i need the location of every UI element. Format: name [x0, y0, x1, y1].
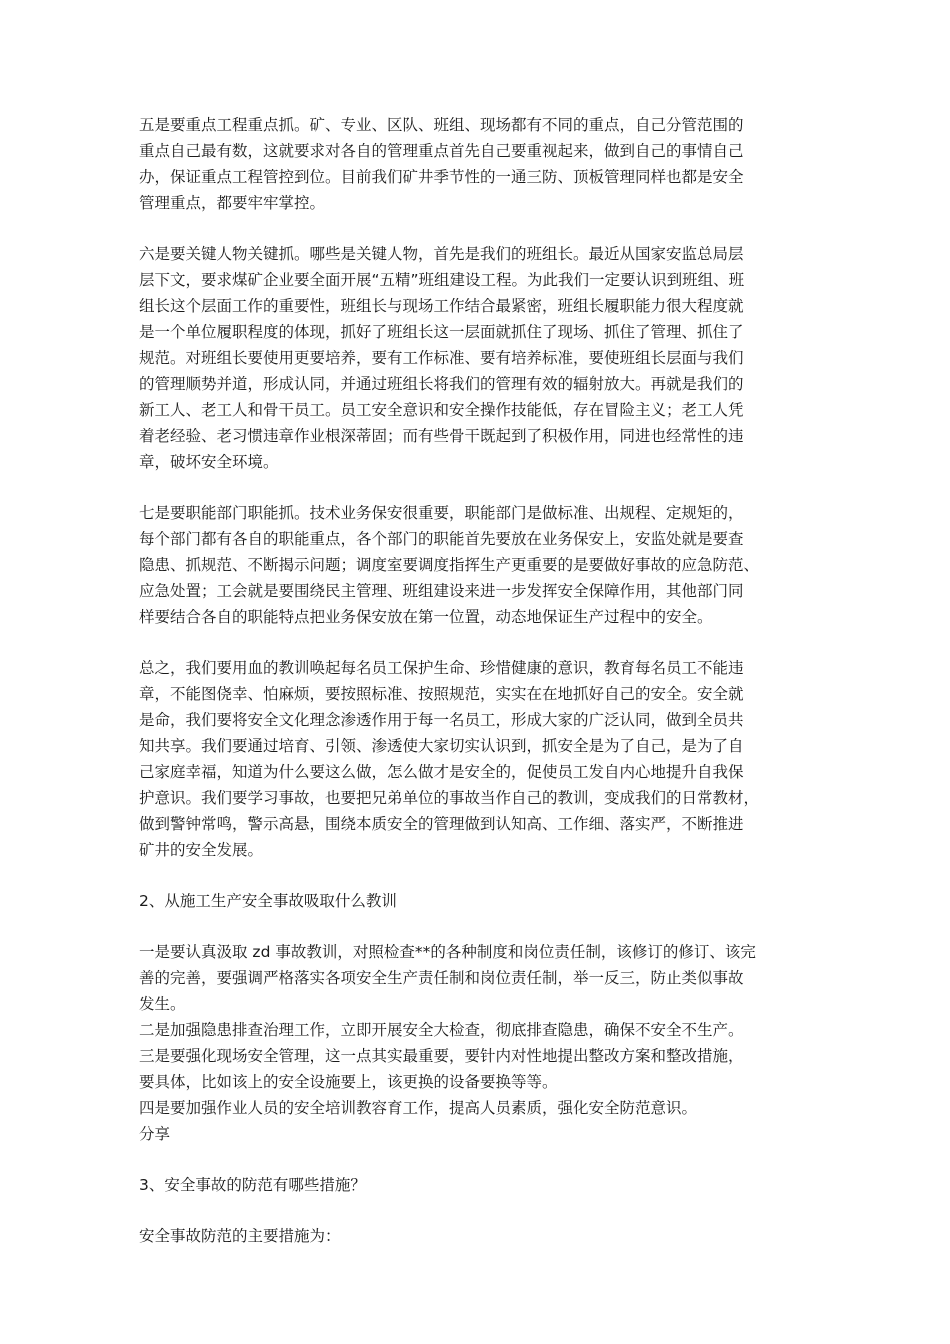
section-3-heading: 3、安全事故的防范有哪些措施？ [139, 1176, 366, 1194]
text-line: 总之，我们要用血的教训唤起每名员工保护生命、珍惜健康的意识，教育每名员工不能违 [139, 659, 744, 677]
text-line: 着老经验、老习惯违章作业根深蒂固；而有些骨干既起到了积极作用，同进也经常性的违 [139, 427, 744, 445]
text-line: 重点自己最有数，这就要求对各自的管理重点首先自己要重视起来，做到自己的事情自己 [139, 142, 744, 160]
paragraph-key-persons [139, 241, 819, 475]
text-line: 知共享。我们要通过培育、引领、渗透使大家切实认识到，抓安全是为了自己，是为了自 [139, 737, 744, 755]
section-2-body [139, 939, 819, 1147]
text-line: 七是要职能部门职能抓。技术业务保安很重要，职能部门是做标准、出规程、定规矩的， [139, 504, 744, 522]
text-line: 每个部门都有各自的职能重点，各个部门的职能首先要放在业务保安上，安监处就是要查 [139, 530, 744, 548]
text-line: 规范。对班组长要使用更要培养，要有工作标准、要有培养标准，要使班组长层面与我们 [139, 349, 744, 367]
paragraph-functional-departments [139, 500, 819, 630]
share-label: 分享 [139, 1125, 171, 1143]
text-line: 新工人、老工人和骨干员工。员工安全意识和安全操作技能低，存在冒险主义；老工人凭 [139, 401, 744, 419]
text-line: 二是加强隐患排查治理工作，立即开展安全大检查，彻底排查隐患，确保不安全不生产。 [139, 1021, 744, 1039]
section-3-intro: 安全事故防范的主要措施为： [139, 1227, 341, 1245]
text-line: 章，破坏安全环境。 [139, 453, 279, 471]
text-line: 管理重点，都要牢牢掌控。 [139, 194, 326, 212]
document-body [139, 112, 819, 1249]
text-line: 善的完善，要强调严格落实各项安全生产责任制和岗位责任制，举一反三，防止类似事故 [139, 969, 744, 987]
text-line: 六是要关键人物关键抓。哪些是关键人物，首先是我们的班组长。最近从国家安监总局层 [139, 245, 744, 263]
section-2-heading: 2、从施工生产安全事故吸取什么教训 [139, 892, 397, 910]
text-line: 办，保证重点工程管控到位。目前我们矿井季节性的一通三防、顶板管理同样也都是安全 [139, 168, 744, 186]
text-line: 应急处置；工会就是要围绕民主管理、班组建设来进一步发挥安全保障作用，其他部门同 [139, 582, 744, 600]
text-line: 三是要强化现场安全管理，这一点其实最重要，要针内对性地提出整改方案和整改措施， [139, 1047, 744, 1065]
text-line: 层下文，要求煤矿企业要全面开展“五精”班组建设工程。为此我们一定要认识到班组、班 [139, 271, 745, 289]
paragraph-summary [139, 655, 819, 863]
text-line: 五是要重点工程重点抓。矿、专业、区队、班组、现场都有不同的重点，自己分管范围的 [139, 116, 744, 134]
text-line: 章，不能图侥幸、怕麻烦，要按照标准、按照规范，实实在在地抓好自己的安全。安全就 [139, 685, 744, 703]
text-line: 四是要加强作业人员的安全培训教容育工作，提高人员素质，强化安全防范意识。 [139, 1099, 698, 1117]
text-line: 组长这个层面工作的重要性，班组长与现场工作结合最紧密，班组长履职能力很大程度就 [139, 297, 744, 315]
text-line: 的管理顺势并道，形成认同，并通过班组长将我们的管理有效的辐射放大。再就是我们的 [139, 375, 744, 393]
text-line: 矿井的安全发展。 [139, 841, 264, 859]
text-line: 隐患、抓规范、不断揭示问题；调度室要调度指挥生产更重要的是要做好事故的应急防范、 [139, 556, 760, 574]
text-line: 要具体，比如该上的安全设施要上，该更换的设备要换等等。 [139, 1073, 558, 1091]
paragraph-key-projects [139, 112, 819, 216]
text-line: 护意识。我们要学习事故，也要把兄弟单位的事故当作自己的教训，变成我们的日常教材， [139, 789, 760, 807]
text-line: 样要结合各自的职能特点把业务保安放在第一位置，动态地保证生产过程中的安全。 [139, 608, 713, 626]
text-line: 发生。 [139, 995, 186, 1013]
text-line: 是一个单位履职程度的体现，抓好了班组长这一层面就抓住了现场、抓住了管理、抓住了 [139, 323, 744, 341]
text-line: 是命，我们要将安全文化理念渗透作用于每一名员工，形成大家的广泛认同，做到全员共 [139, 711, 744, 729]
text-line: 做到警钟常鸣，警示高悬，围绕本质安全的管理做到认知高、工作细、落实严，不断推进 [139, 815, 744, 833]
text-line: 一是要认真汲取 zd 事故教训，对照检查**的各种制度和岗位责任制，该修订的修订、该完 [139, 943, 756, 961]
text-line: 己家庭幸福，知道为什么要这么做，怎么做才是安全的，促使员工发自内心地提升自我保 [139, 763, 744, 781]
